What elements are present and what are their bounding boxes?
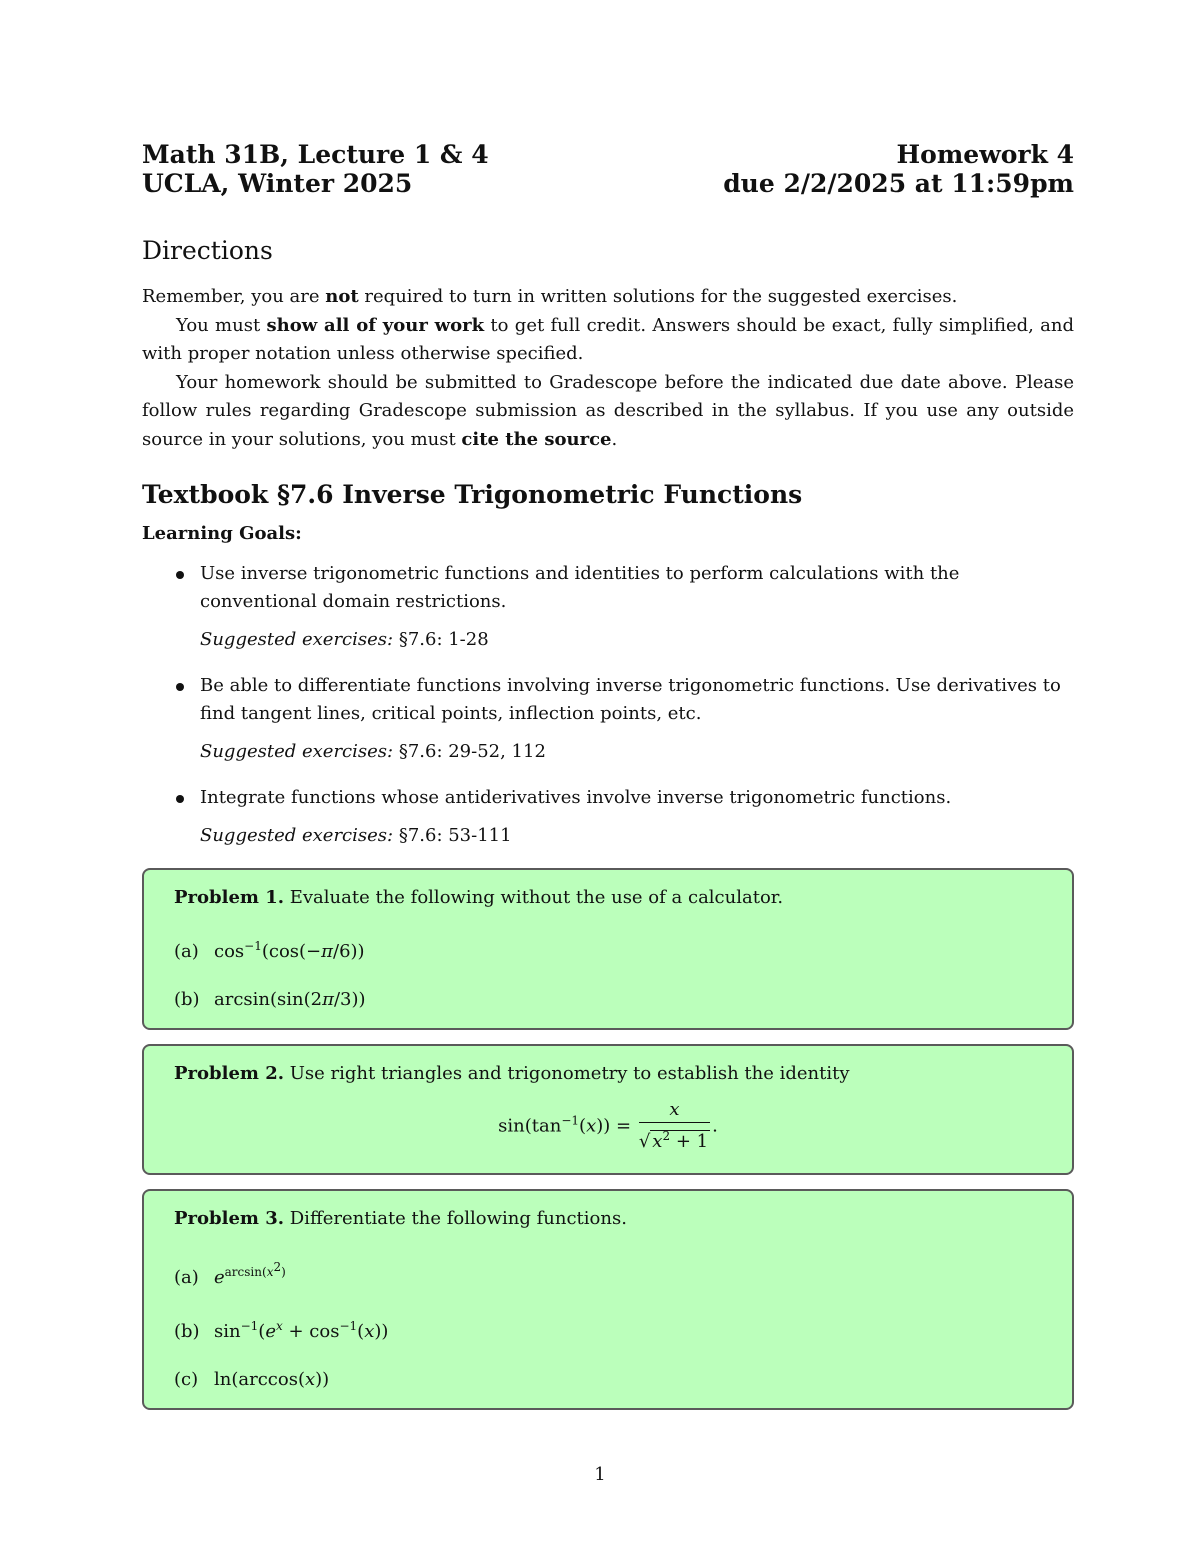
term: UCLA, Winter 2025 xyxy=(142,169,413,198)
identity-equation: $\sin(\tan^{-1}(x))$ = $\frac{x}{√ x^2 + 1}$ . xyxy=(498,1099,718,1152)
problem-3c: (c) ln(arccos(x)) xyxy=(174,1369,330,1390)
header-left xyxy=(142,140,489,198)
problem-title: Problem 2. xyxy=(174,1063,285,1084)
learning-goals-title: Learning Goals: xyxy=(142,523,302,544)
problem-title: Problem 3. xyxy=(174,1208,285,1229)
section-heading: Textbook §7.6 Inverse Trigonometric Functions xyxy=(142,480,803,509)
bullet-icon xyxy=(176,683,184,691)
problem-1-box: Problem 1. Evaluate the following without the use of a calculator. (a) $\cos^{-1}(\cos(-\pi/6))$ (b) arcsin(sin(2π/3)) xyxy=(142,868,1074,1030)
problem-title: Problem 1. xyxy=(174,887,285,908)
problem-3b: (b) $\sin^{-1}(e^x + \cos^{-1}(x))$ xyxy=(174,1319,389,1342)
assignment-title: Homework 4 xyxy=(896,140,1074,169)
directions-paragraph-1: Remember, you are not required to turn in written solutions for the suggested exercises. xyxy=(142,286,958,307)
due-date: due 2/2/2025 at 11:59pm xyxy=(723,169,1074,198)
course-title: Math 31B, Lecture 1 & 4 xyxy=(142,140,489,169)
problem-3a: (a) $e^{arcsin(x^2)}$ xyxy=(174,1260,286,1288)
problem-3-box: Problem 3. Differentiate the following functions. (a) $e^{arcsin(x^2)}$ (b) $\sin^{-1}(e^x + \cos^{-1}(x))$ (c) ln(arccos(x)) xyxy=(142,1189,1074,1410)
directions-paragraph-2: You must show all of your work to get full credit. Answers should be exact, fully simplified, and with proper notation unless otherwise specified. xyxy=(142,314,1074,364)
directions-paragraph-3: Your homework should be submitted to Gradescope before the indicated due date above. Please follow rules regarding Gradescope submission as described in the syllabus. If you use any outside source in your solutions, you must cite the source. xyxy=(142,371,1074,450)
problem-1b: (b) arcsin(sin(2π/3)) xyxy=(174,989,366,1010)
learning-goals-list xyxy=(142,560,1074,850)
list-item: Use inverse trigonometric functions and identities to perform calculations with the conventional domain restrictions. Suggested exercises: §7.6: 1-28 xyxy=(142,560,1074,654)
problem-1a: (a) $\cos^{-1}(\cos(-\pi/6))$ xyxy=(174,939,365,962)
page-number: 1 xyxy=(594,1464,606,1485)
bullet-icon xyxy=(176,571,184,579)
header-right xyxy=(723,140,1074,198)
list-item: Be able to differentiate functions involving inverse trigonometric functions. Use derivatives to find tangent lines, critical points, inflection points, etc. Suggested exercises: §7.6: 29-52, 112 xyxy=(142,672,1074,766)
problem-2-box: Problem 2. Use right triangles and trigonometry to establish the identity $\sin(\tan^{-1}(x))$ = $\frac{x}{√ x^2 + 1}$ . xyxy=(142,1044,1074,1175)
document-page xyxy=(142,140,1074,1410)
bullet-icon xyxy=(176,795,184,803)
list-item: Integrate functions whose antiderivatives involve inverse trigonometric functions. Suggested exercises: §7.6: 53-111 xyxy=(142,784,1074,850)
directions-heading: Directions xyxy=(142,236,273,265)
header xyxy=(142,140,1074,198)
